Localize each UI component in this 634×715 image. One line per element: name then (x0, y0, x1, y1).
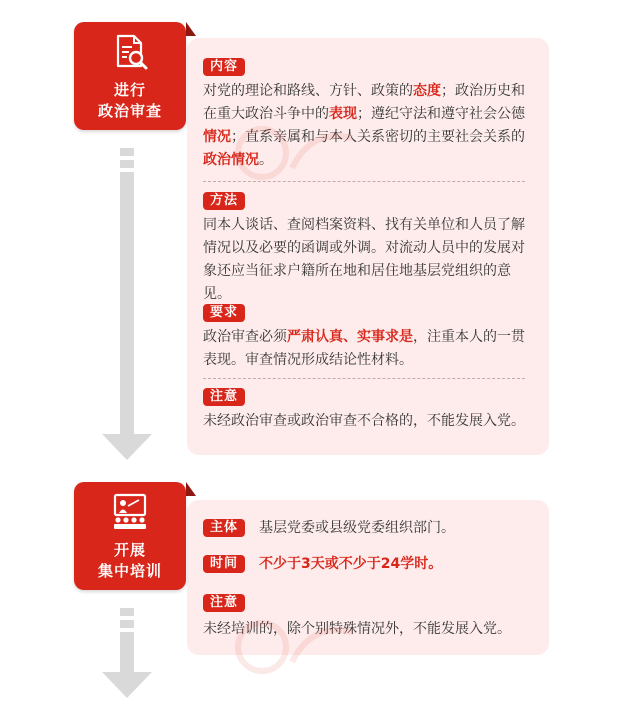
step-badge-training (74, 482, 186, 590)
step-badge-political-review (74, 22, 186, 130)
method-tag: 方法 (203, 192, 245, 210)
subject-text: 基层党委或县级党委组织部门。 (259, 519, 456, 536)
method-text: 同本人谈话、查阅档案资料、找有关单位和人员了解情况以及必要的函调或外调。对流动人员中的发展对象还应当征求户籍所在地和居住地基层党组织的意见。 (203, 217, 525, 302)
political-review-panel (187, 38, 549, 455)
badge-title-line1: 进行 (113, 81, 146, 99)
arrow-dash (120, 620, 134, 628)
flow-arrow-shaft (120, 632, 134, 672)
training-panel (187, 500, 549, 655)
badge-title-line2: 政治审查 (97, 102, 162, 120)
highlighted-text: 严肃认真、实事求是 (287, 329, 413, 345)
lecture-training-icon (110, 492, 150, 532)
badge-fold (186, 482, 196, 496)
text-segment: 。 (259, 152, 273, 168)
text-segment: ；直系亲属和与本人关系密切的主要社会关系的 (231, 129, 525, 145)
section-divider (203, 181, 525, 182)
time-row (203, 554, 442, 574)
highlighted-text: 态度 (413, 83, 441, 99)
highlighted-text: 情况 (203, 129, 231, 145)
text-segment: ；政治历史和在重大政治斗争中的 (203, 83, 525, 122)
section-divider (203, 378, 525, 379)
arrow-dash (120, 608, 134, 616)
flow-arrow-head (102, 672, 152, 698)
content-tag: 内容 (203, 58, 245, 76)
text-segment: 对党的理论和路线、方针、政策的 (203, 83, 413, 99)
requirement-tag: 要求 (203, 304, 245, 322)
flow-arrow-head (102, 434, 152, 460)
note-tag: 注意 (203, 388, 245, 406)
content-text (203, 80, 537, 172)
subject-tag: 主体 (203, 519, 245, 537)
text-segment: ；遵纪守法和遵守社会公德 (357, 106, 525, 122)
badge-title-line1: 开展 (113, 541, 146, 559)
time-tag: 时间 (203, 555, 245, 573)
badge-title-line2: 集中培训 (97, 562, 162, 580)
highlighted-text: 政治情况 (203, 152, 259, 168)
arrow-dash (120, 148, 134, 156)
document-search-icon (110, 32, 150, 72)
subject-row (203, 518, 455, 538)
time-text: 不少于3天或不少于24学时。 (259, 555, 443, 572)
arrow-dash (120, 160, 134, 168)
training-note-tag: 注意 (203, 594, 245, 612)
training-note-text: 未经培训的，除个别特殊情况外，不能发展入党。 (203, 621, 511, 637)
flow-arrow-shaft (120, 172, 134, 434)
text-segment: ，注重本人的一贯表现。审查情况形成结论性材料。 (203, 329, 525, 368)
note-text: 未经政治审查或政治审查不合格的，不能发展入党。 (203, 413, 525, 429)
text-segment: 政治审查必须 (203, 329, 287, 345)
requirement-text (203, 326, 537, 372)
badge-fold (186, 22, 196, 36)
highlighted-text: 表现 (329, 106, 357, 122)
